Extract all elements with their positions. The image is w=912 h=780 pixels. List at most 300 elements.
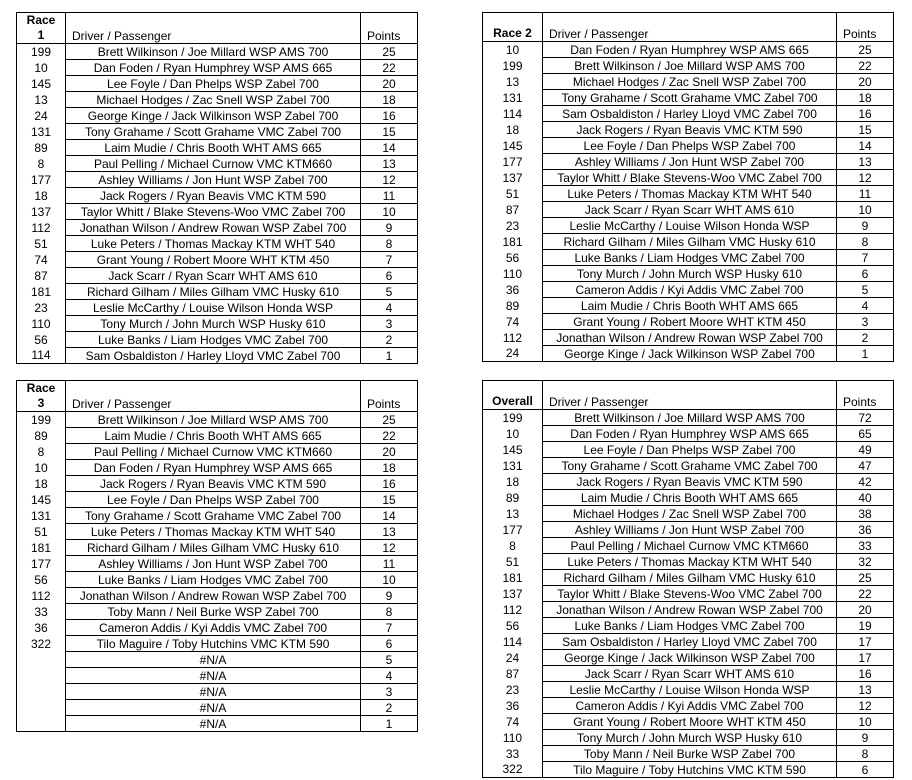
driver-passenger: Laim Mudie / Chris Booth WHT AMS 665: [66, 140, 361, 156]
table-row: [483, 426, 894, 442]
table-row: [483, 490, 894, 506]
points: 20: [361, 444, 418, 460]
race-number: 18: [34, 188, 48, 203]
points: 4: [361, 300, 418, 316]
points: 9: [837, 730, 894, 746]
table-row: [483, 266, 894, 282]
race-number: 131: [502, 458, 523, 473]
race-number: 10: [505, 42, 520, 57]
points: 8: [837, 746, 894, 762]
table-row: [17, 588, 418, 604]
points: 16: [361, 108, 418, 124]
table-row: [483, 586, 894, 602]
race-number: 89: [505, 298, 520, 313]
driver-passenger: Sam Osbaldiston / Harley Lloyd VMC Zabel 700: [543, 634, 837, 650]
race-number: 56: [34, 332, 48, 347]
points: 4: [361, 668, 418, 684]
points: 8: [361, 604, 418, 620]
points: 1: [837, 346, 894, 362]
table-row: [483, 330, 894, 346]
table-row: [483, 458, 894, 474]
table-row: [17, 668, 418, 684]
points: 5: [361, 652, 418, 668]
table-row: [483, 746, 894, 762]
table-row: [483, 170, 894, 186]
race-number: 18: [34, 476, 48, 491]
points: 15: [837, 122, 894, 138]
header-row: [17, 13, 418, 44]
table-row: [483, 202, 894, 218]
driver-passenger: Toby Mann / Neil Burke WSP Zabel 700: [543, 746, 837, 762]
driver-passenger: Laim Mudie / Chris Booth WHT AMS 665: [543, 298, 837, 314]
race-number: 13: [34, 92, 48, 107]
table-row: [483, 522, 894, 538]
race-number: 131: [30, 124, 52, 139]
driver-passenger: Jack Rogers / Ryan Beavis VMC KTM 590: [543, 122, 837, 138]
race-number: 177: [502, 522, 523, 537]
points: 3: [361, 684, 418, 700]
race-number: 322: [30, 636, 52, 651]
table-row: [17, 428, 418, 444]
driver-passenger: Lee Foyle / Dan Phelps WSP Zabel 700: [66, 76, 361, 92]
points: 13: [361, 524, 418, 540]
driver-passenger: Dan Foden / Ryan Humphrey WSP AMS 665: [66, 460, 361, 476]
table-row: [17, 140, 418, 156]
table-row: [483, 618, 894, 634]
race-number: 110: [502, 266, 523, 281]
points: 16: [837, 106, 894, 122]
driver-passenger: Leslie McCarthy / Louise Wilson Honda WSP: [543, 218, 837, 234]
table-row: [17, 44, 418, 60]
race-number: 181: [502, 570, 523, 585]
driver-passenger: Sam Osbaldiston / Harley Lloyd VMC Zabel 700: [543, 106, 837, 122]
driver-passenger-header: Driver / Passenger: [66, 381, 361, 412]
points: 5: [361, 284, 418, 300]
points: 38: [837, 506, 894, 522]
points: 20: [837, 74, 894, 90]
driver-passenger: George Kinge / Jack Wilkinson WSP Zabel 700: [543, 346, 837, 362]
overall-table: [482, 380, 894, 778]
race-number: 51: [505, 186, 520, 201]
table-row: [483, 682, 894, 698]
race-number: 13: [505, 74, 520, 89]
race-number: 36: [34, 620, 48, 635]
table-row: [17, 652, 418, 668]
table-row: [17, 172, 418, 188]
driver-passenger: Cameron Addis / Kyi Addis VMC Zabel 700: [543, 282, 837, 298]
race-number: 112: [31, 588, 51, 603]
table-row: [483, 154, 894, 170]
driver-passenger: Jonathan Wilson / Andrew Rowan WSP Zabel 700: [66, 588, 361, 604]
table-row: [17, 540, 418, 556]
race-number: 112: [502, 330, 523, 345]
driver-passenger: Laim Mudie / Chris Booth WHT AMS 665: [543, 490, 837, 506]
driver-passenger: Michael Hodges / Zac Snell WSP Zabel 700: [543, 74, 837, 90]
driver-passenger: Laim Mudie / Chris Booth WHT AMS 665: [66, 428, 361, 444]
race-number: 110: [502, 730, 523, 745]
driver-passenger: Paul Pelling / Michael Curnow VMC KTM660: [66, 156, 361, 172]
points: 14: [361, 140, 418, 156]
race-number: 137: [502, 586, 523, 601]
race-number: 56: [34, 572, 48, 587]
driver-passenger: #N/A: [66, 668, 361, 684]
table-row: [483, 650, 894, 666]
driver-passenger: Cameron Addis / Kyi Addis VMC Zabel 700: [543, 698, 837, 714]
points: 25: [837, 42, 894, 58]
race-number: 33: [505, 746, 520, 761]
driver-passenger: Brett Wilkinson / Joe Millard WSP AMS 700: [66, 412, 361, 428]
driver-passenger: Luke Banks / Liam Hodges VMC Zabel 700: [66, 332, 361, 348]
table-row: [17, 636, 418, 652]
table-row: [483, 714, 894, 730]
points: 3: [361, 316, 418, 332]
race-number: 51: [505, 554, 520, 569]
table-row: [17, 252, 418, 268]
race-number: 114: [502, 106, 523, 121]
table-row: [483, 506, 894, 522]
points: 8: [361, 236, 418, 252]
race-number: 18: [505, 122, 520, 137]
race-number: 89: [505, 490, 520, 505]
driver-passenger: Tony Grahame / Scott Grahame VMC Zabel 700: [543, 90, 837, 106]
points: 33: [837, 538, 894, 554]
race-number: [17, 716, 66, 732]
table-row: [483, 442, 894, 458]
points: 20: [837, 602, 894, 618]
points-header: Points: [361, 381, 418, 412]
points: 13: [837, 154, 894, 170]
driver-passenger: George Kinge / Jack Wilkinson WSP Zabel 700: [543, 650, 837, 666]
points: 6: [837, 762, 894, 778]
driver-passenger: Dan Foden / Ryan Humphrey WSP AMS 665: [66, 60, 361, 76]
points: 40: [837, 490, 894, 506]
points: 49: [837, 442, 894, 458]
points: 22: [361, 60, 418, 76]
driver-passenger: Jack Rogers / Ryan Beavis VMC KTM 590: [66, 476, 361, 492]
race-number: 24: [34, 108, 48, 123]
race-number: 199: [30, 412, 52, 427]
race-number: [17, 668, 66, 684]
race-number: 74: [34, 252, 48, 267]
race-number: 36: [505, 698, 520, 713]
table-row: [17, 460, 418, 476]
points: 13: [361, 156, 418, 172]
table-row: [17, 684, 418, 700]
points: 14: [361, 508, 418, 524]
points: 15: [361, 492, 418, 508]
table-row: [17, 508, 418, 524]
race-number: 56: [505, 250, 520, 265]
points: 10: [837, 202, 894, 218]
points: 18: [361, 460, 418, 476]
table-row: [17, 492, 418, 508]
driver-passenger: #N/A: [66, 700, 361, 716]
race-number: 8: [509, 538, 516, 553]
driver-passenger: Michael Hodges / Zac Snell WSP Zabel 700: [66, 92, 361, 108]
driver-passenger: Luke Banks / Liam Hodges VMC Zabel 700: [543, 250, 837, 266]
race-number: 24: [505, 650, 520, 665]
points: 17: [837, 634, 894, 650]
race-number: 112: [502, 602, 523, 617]
table-row: [17, 476, 418, 492]
table-row: [17, 268, 418, 284]
table-row: [483, 314, 894, 330]
points: 2: [361, 332, 418, 348]
table-row: [483, 138, 894, 154]
race-number: 145: [502, 442, 523, 457]
table-row: [483, 186, 894, 202]
points: 8: [837, 234, 894, 250]
driver-passenger: Jonathan Wilson / Andrew Rowan WSP Zabel 700: [543, 602, 837, 618]
table-row: [17, 524, 418, 540]
race-number: 89: [34, 428, 48, 443]
points: 14: [837, 138, 894, 154]
driver-passenger: Richard Gilham / Miles Gilham VMC Husky 610: [66, 284, 361, 300]
driver-passenger: Luke Banks / Liam Hodges VMC Zabel 700: [543, 618, 837, 634]
driver-passenger: Jack Rogers / Ryan Beavis VMC KTM 590: [66, 188, 361, 204]
driver-passenger: Jonathan Wilson / Andrew Rowan WSP Zabel 700: [66, 220, 361, 236]
driver-passenger: Brett Wilkinson / Joe Millard WSP AMS 700: [543, 410, 837, 426]
table-row: [17, 124, 418, 140]
points: 22: [361, 428, 418, 444]
race-number: [17, 652, 66, 668]
points: 65: [837, 426, 894, 442]
driver-passenger: Tony Grahame / Scott Grahame VMC Zabel 700: [66, 124, 361, 140]
driver-passenger: Brett Wilkinson / Joe Millard WSP AMS 700: [543, 58, 837, 74]
table-row: [483, 602, 894, 618]
points: 12: [361, 172, 418, 188]
points: 2: [361, 700, 418, 716]
race-number: 10: [505, 426, 520, 441]
race-number: 74: [505, 714, 520, 729]
driver-passenger: Luke Peters / Thomas Mackay KTM WHT 540: [66, 236, 361, 252]
points: 10: [361, 572, 418, 588]
points: 12: [837, 698, 894, 714]
table-row: [483, 634, 894, 650]
table-row: [483, 42, 894, 58]
race-number: 10: [34, 60, 48, 75]
race-3-table: [16, 380, 418, 732]
driver-passenger: Jack Rogers / Ryan Beavis VMC KTM 590: [543, 474, 837, 490]
points: 11: [361, 556, 418, 572]
driver-passenger: Richard Gilham / Miles Gilham VMC Husky 610: [66, 540, 361, 556]
race-number-header: Race 1: [17, 13, 66, 44]
race-number: 181: [30, 540, 52, 555]
points: 25: [361, 412, 418, 428]
race-number: 181: [502, 234, 523, 249]
race-number: 199: [30, 44, 52, 59]
table-row: [483, 570, 894, 586]
race-number: 131: [30, 508, 52, 523]
table-row: [483, 106, 894, 122]
header-row: [483, 13, 894, 42]
table-row: [483, 218, 894, 234]
driver-passenger: Ashley Williams / Jon Hunt WSP Zabel 700: [66, 556, 361, 572]
driver-passenger: Luke Peters / Thomas Mackay KTM WHT 540: [66, 524, 361, 540]
driver-passenger: Ashley Williams / Jon Hunt WSP Zabel 700: [543, 154, 837, 170]
driver-passenger: #N/A: [66, 716, 361, 732]
table-row: [483, 122, 894, 138]
points: 18: [361, 92, 418, 108]
race-number: 181: [30, 284, 52, 299]
driver-passenger: Taylor Whitt / Blake Stevens-Woo VMC Zabel 700: [543, 170, 837, 186]
driver-passenger: Tony Grahame / Scott Grahame VMC Zabel 700: [543, 458, 837, 474]
race-number: 36: [505, 282, 520, 297]
race-number-header: Overall: [483, 381, 543, 410]
driver-passenger: Luke Peters / Thomas Mackay KTM WHT 540: [543, 186, 837, 202]
race-number: 145: [30, 492, 52, 507]
points: 32: [837, 554, 894, 570]
race-number: 23: [505, 218, 520, 233]
points: 1: [361, 348, 418, 364]
race-number: 322: [502, 762, 523, 777]
driver-passenger: Cameron Addis / Kyi Addis VMC Zabel 700: [66, 620, 361, 636]
driver-passenger: Leslie McCarthy / Louise Wilson Honda WSP: [66, 300, 361, 316]
table-row: [483, 282, 894, 298]
table-row: [17, 604, 418, 620]
table-row: [483, 730, 894, 746]
driver-passenger-header: Driver / Passenger: [543, 381, 837, 410]
points: 25: [361, 44, 418, 60]
table-row: [483, 250, 894, 266]
points: 36: [837, 522, 894, 538]
driver-passenger: Luke Banks / Liam Hodges VMC Zabel 700: [66, 572, 361, 588]
points: 9: [837, 218, 894, 234]
driver-passenger: Jack Scarr / Ryan Scarr WHT AMS 610: [543, 666, 837, 682]
driver-passenger: Paul Pelling / Michael Curnow VMC KTM660: [66, 444, 361, 460]
race-2-table: [482, 12, 894, 362]
points: 16: [837, 666, 894, 682]
table-row: [17, 620, 418, 636]
table-row: [17, 332, 418, 348]
driver-passenger: #N/A: [66, 652, 361, 668]
race-number: 199: [502, 58, 523, 73]
table-row: [483, 538, 894, 554]
race-number-header: Race 2: [483, 13, 543, 42]
race-number: 145: [30, 76, 52, 91]
driver-passenger: Grant Young / Robert Moore WHT KTM 450: [66, 252, 361, 268]
points: 22: [837, 586, 894, 602]
table-row: [483, 234, 894, 250]
race-number-header: Race 3: [17, 381, 66, 412]
race-number: [17, 684, 66, 700]
driver-passenger: George Kinge / Jack Wilkinson WSP Zabel 700: [66, 108, 361, 124]
race-number: 110: [31, 316, 51, 331]
driver-passenger: Toby Mann / Neil Burke WSP Zabel 700: [66, 604, 361, 620]
table-row: [17, 92, 418, 108]
points: 16: [361, 476, 418, 492]
points: 10: [361, 204, 418, 220]
driver-passenger: Dan Foden / Ryan Humphrey WSP AMS 665: [543, 42, 837, 58]
points: 15: [361, 124, 418, 140]
points: 6: [361, 268, 418, 284]
race-number: 23: [34, 300, 48, 315]
points: 11: [837, 186, 894, 202]
driver-passenger: Jack Scarr / Ryan Scarr WHT AMS 610: [66, 268, 361, 284]
points: 6: [837, 266, 894, 282]
driver-passenger: Tony Grahame / Scott Grahame VMC Zabel 700: [66, 508, 361, 524]
driver-passenger: Lee Foyle / Dan Phelps WSP Zabel 700: [543, 442, 837, 458]
race-number: 114: [31, 348, 51, 363]
race-number: 145: [502, 138, 523, 153]
driver-passenger: Jonathan Wilson / Andrew Rowan WSP Zabel 700: [543, 330, 837, 346]
points: 72: [837, 410, 894, 426]
driver-passenger: Ashley Williams / Jon Hunt WSP Zabel 700: [66, 172, 361, 188]
driver-passenger: Richard Gilham / Miles Gilham VMC Husky 610: [543, 570, 837, 586]
race-number: 199: [502, 410, 523, 425]
table-row: [17, 220, 418, 236]
points: 11: [361, 188, 418, 204]
table-row: [17, 316, 418, 332]
table-row: [483, 298, 894, 314]
table-row: [483, 410, 894, 426]
driver-passenger: Michael Hodges / Zac Snell WSP Zabel 700: [543, 506, 837, 522]
table-row: [483, 346, 894, 362]
race-number: 177: [30, 172, 52, 187]
race-number: 114: [502, 634, 523, 649]
driver-passenger: Richard Gilham / Miles Gilham VMC Husky 610: [543, 234, 837, 250]
table-row: [17, 300, 418, 316]
driver-passenger: Jack Scarr / Ryan Scarr WHT AMS 610: [543, 202, 837, 218]
driver-passenger: Tilo Maguire / Toby Hutchins VMC KTM 590: [66, 636, 361, 652]
driver-passenger: Lee Foyle / Dan Phelps WSP Zabel 700: [543, 138, 837, 154]
race-number: 18: [505, 474, 520, 489]
table-row: [17, 204, 418, 220]
table-row: [17, 444, 418, 460]
table-row: [17, 284, 418, 300]
points: 12: [837, 170, 894, 186]
table-row: [17, 236, 418, 252]
points: 10: [837, 714, 894, 730]
table-row: [483, 554, 894, 570]
table-row: [17, 412, 418, 428]
race-number: 51: [34, 524, 48, 539]
race-number: 23: [505, 682, 520, 697]
driver-passenger: #N/A: [66, 684, 361, 700]
race-number: 87: [505, 666, 520, 681]
points: 42: [837, 474, 894, 490]
driver-passenger: Luke Peters / Thomas Mackay KTM WHT 540: [543, 554, 837, 570]
points: 1: [361, 716, 418, 732]
table-row: [483, 474, 894, 490]
points: 2: [837, 330, 894, 346]
driver-passenger: Paul Pelling / Michael Curnow VMC KTM660: [543, 538, 837, 554]
points-header: Points: [837, 381, 894, 410]
race-number: 51: [34, 236, 48, 251]
points: 20: [361, 76, 418, 92]
race-number: 33: [34, 604, 48, 619]
race-number: 177: [30, 556, 52, 571]
race-number: 8: [37, 444, 45, 459]
race-number: 131: [502, 90, 523, 105]
points: 47: [837, 458, 894, 474]
points: 7: [361, 252, 418, 268]
points: 25: [837, 570, 894, 586]
race-number: 177: [502, 154, 523, 169]
table-row: [17, 556, 418, 572]
race-number: [17, 700, 66, 716]
race-number: 56: [505, 618, 520, 633]
points: 19: [837, 618, 894, 634]
table-row: [483, 90, 894, 106]
race-number: 8: [37, 156, 45, 171]
points: 9: [361, 588, 418, 604]
points: 22: [837, 58, 894, 74]
points: 5: [837, 282, 894, 298]
points: 7: [361, 620, 418, 636]
table-row: [483, 698, 894, 714]
header-row: [483, 381, 894, 410]
